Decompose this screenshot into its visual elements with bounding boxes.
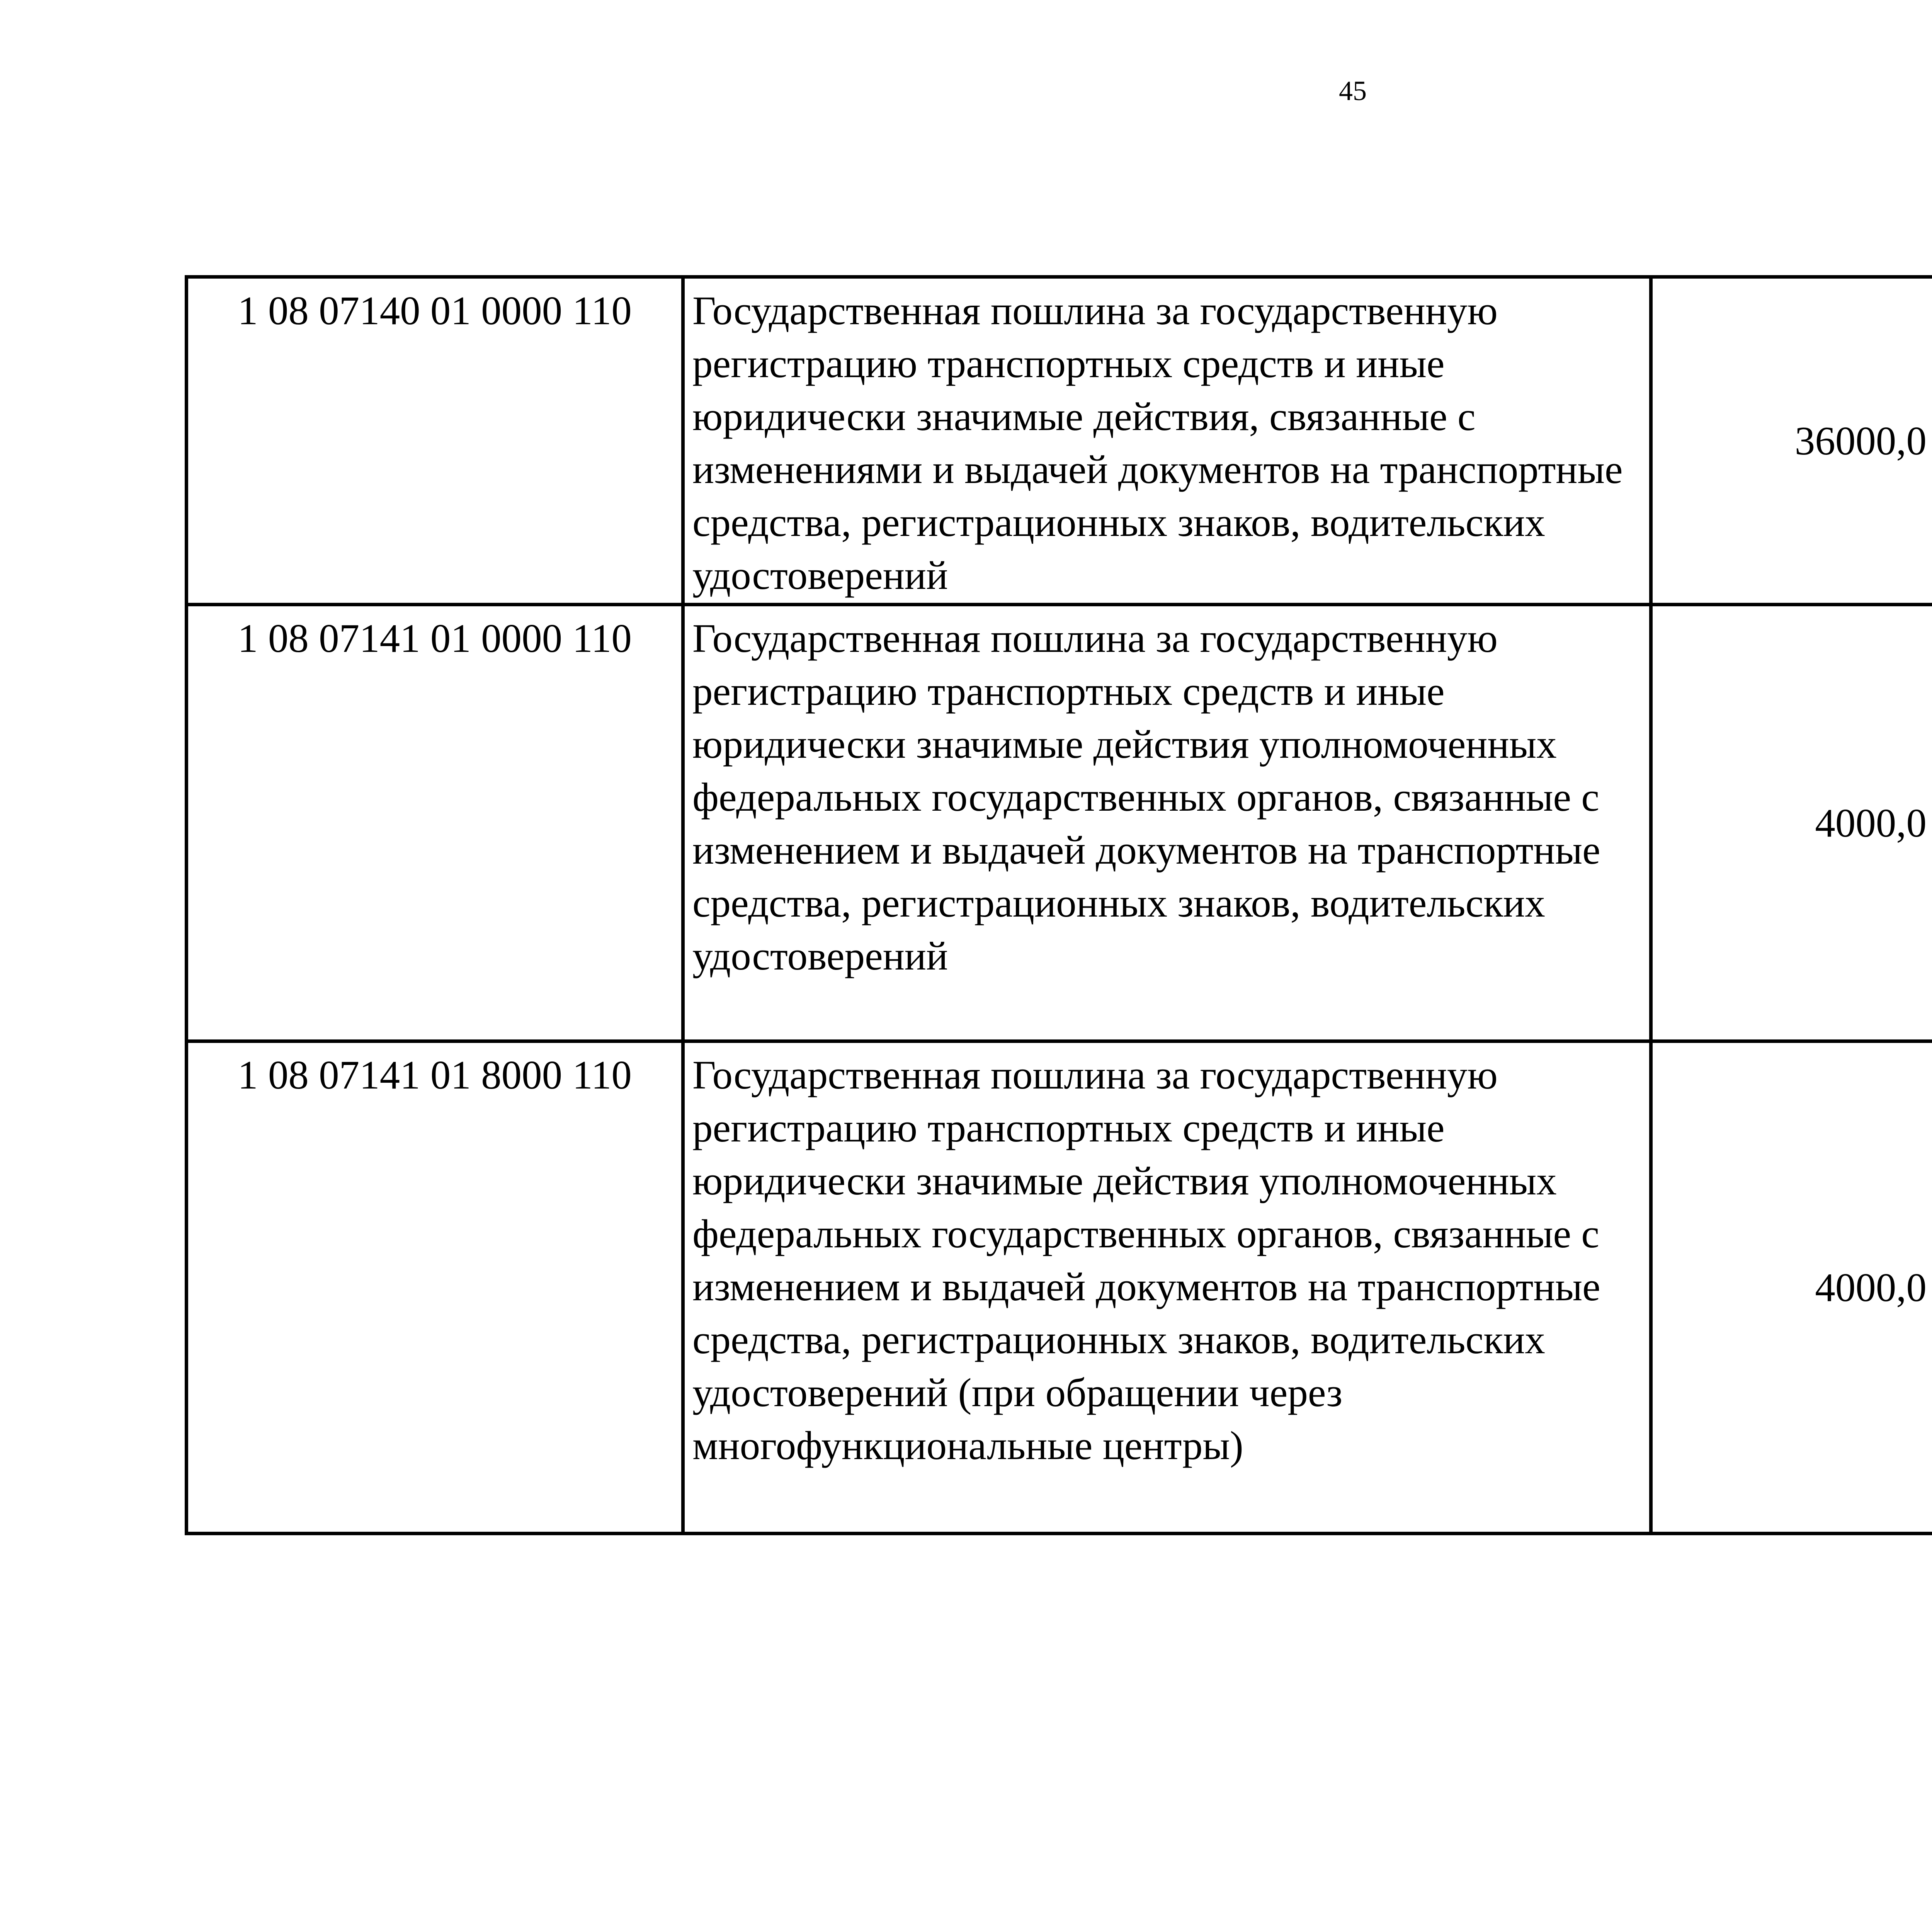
table-row bbox=[187, 277, 1932, 605]
amount-cell-1: 4000,0 bbox=[1651, 1041, 1932, 1534]
revenue-code-cell: 1 08 07141 01 8000 110 bbox=[187, 1041, 683, 1534]
revenue-table bbox=[185, 275, 1932, 1535]
revenue-code-cell: 1 08 07141 01 0000 110 bbox=[187, 605, 683, 1041]
amount-cell-1: 4000,0 bbox=[1651, 605, 1932, 1041]
revenue-description-cell: Государственная пошлина за государственную регистрацию транспортных средств и иные юридически значимые действия уполномоченных федеральных государственных органов, связанные с изменением и выдачей документов на транспортные средства, регистрационных знаков, водительских удостоверений (при обращении через многофункциональные центры) bbox=[683, 1041, 1651, 1534]
revenue-description-cell: Государственная пошлина за государственную регистрацию транспортных средств и иные юридически значимые действия, связанные с изменениями и выдачей документов на транспортные средства, регистрационных знаков, водительских удостоверений bbox=[683, 277, 1651, 605]
amount-cell-1: 36000,0 bbox=[1651, 277, 1932, 605]
table-row bbox=[187, 1041, 1932, 1534]
revenue-code-cell: 1 08 07140 01 0000 110 bbox=[187, 277, 683, 605]
revenue-description-cell: Государственная пошлина за государственную регистрацию транспортных средств и иные юридически значимые действия уполномоченных федеральных государственных органов, связанные с изменением и выдачей документов на транспортные средства, регистрационных знаков, водительских удостоверений bbox=[683, 605, 1651, 1041]
table-row bbox=[187, 605, 1932, 1041]
page-number: 45 bbox=[1339, 75, 1367, 106]
